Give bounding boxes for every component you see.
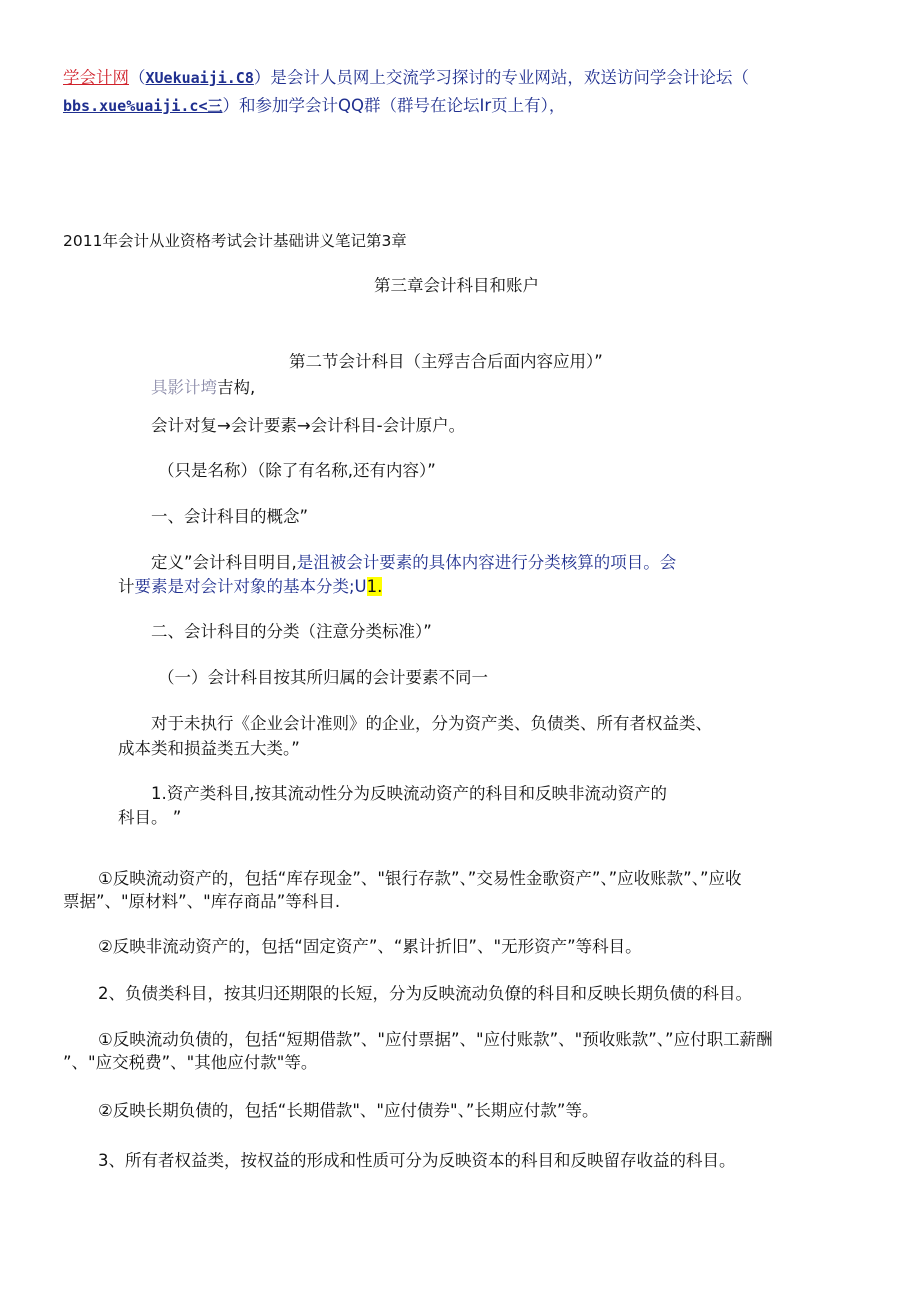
paragraph-current-assets-2: 票据”、"原材料”、"库存商品”等科目. <box>63 892 341 911</box>
header-description: 是会计人员网上交流学习探讨的专业网站，欢送访问学会计论坛（ <box>270 68 749 87</box>
structure-text-b: 吉构, <box>217 378 256 397</box>
header-line-2 <box>63 96 565 116</box>
paragraph-assets-2: 科目。 ” <box>118 808 182 827</box>
paragraph-current-assets-1: ①反映流动资产的，包括“库存现金”、"银行存款”、”交易性金歌资产”、”应收账款”、”应收 <box>98 869 742 888</box>
structure-text-a: 具影计塆 <box>151 378 217 397</box>
subheading-by-element: （一）会计科目按其所归属的会计要素不同一 <box>158 668 488 687</box>
heading-classification: 二、会计科目的分类（注意分类标准）” <box>151 622 432 641</box>
paragraph-equity: 3、所有者权益类，按权益的形成和性质可分为反映资本的科目和反映留存收益的科目。 <box>98 1151 736 1170</box>
paragraph-five-classes-1: 对于未执行《企业会计准则》的企业，分为资产类、负债类、所有者权益类、 <box>151 714 712 733</box>
forum-url-close: ） <box>222 96 239 115</box>
definition-line-2 <box>118 577 382 597</box>
definition-text-a: 定义”会计科目明目, <box>151 553 297 572</box>
definition-text-c: 计 <box>118 577 135 596</box>
header-description-2: 和参加学会计QQ群（群号在论坛Ir页上有）， <box>239 96 566 115</box>
definition-line-1 <box>151 553 676 573</box>
paragraph-long-term-liabilities: ②反映长期负债的，包括“长期借款"、"应付债券"、”长期应付款”等。 <box>98 1101 599 1120</box>
paragraph-liabilities: 2、负债类科目，按其归还期限的长短，分为反映流动负僚的科目和反映长期负债的科目。 <box>98 984 752 1003</box>
flow-line: 会计对复→会计要素→会计科目-会计原户。 <box>151 416 466 435</box>
structure-line <box>151 378 255 398</box>
note-line: （只是名称）（除了有名称,还有内容）” <box>158 461 436 480</box>
forum-url-link[interactable]: bbs.xue%uaiji.c<三 <box>63 97 223 115</box>
definition-text-d: 要素是对会计对象的基本分类;U <box>134 577 367 596</box>
definition-text-b: 是沮被会计要素的具体内容进行分类核算的项目。会 <box>296 553 677 572</box>
paragraph-assets-1: 1.资产类科目,按其流动性分为反映流动资产的科目和反映非流动资产的 <box>151 784 667 803</box>
section-heading: 第二节会计科目（主殍吉合后面内容应用）” <box>289 352 603 371</box>
site-url-link[interactable]: XUekuaiji.C8 <box>145 69 254 87</box>
site-url-close: ） <box>253 68 271 87</box>
highlight-mark: 1. <box>366 577 383 596</box>
site-url-open: （ <box>129 68 146 87</box>
paragraph-current-liabilities-2: ”、"应交税费”、"其他应付款"等。 <box>63 1053 318 1072</box>
heading-concept: 一、会计科目的概念” <box>151 507 309 526</box>
paragraph-current-liabilities-1: ①反映流动负债的，包括“短期借款”、"应付票据”、"应付账款”、"预收账款”、”应付职工薪酬 <box>98 1030 773 1049</box>
paragraph-five-classes-2: 成本类和损益类五大类。” <box>118 739 300 758</box>
paragraph-noncurrent-assets: ②反映非流动资产的，包括“固定资产”、“累计折旧”、"无形资产”等科目。 <box>98 937 642 956</box>
header-line-1 <box>63 68 749 88</box>
chapter-heading: 第三章会计科目和账户 <box>374 276 539 295</box>
doc-title: 2011年会计从业资格考试会计基础讲义笔记第3章 <box>63 232 407 250</box>
site-name-link[interactable]: 学会计网 <box>63 68 129 87</box>
